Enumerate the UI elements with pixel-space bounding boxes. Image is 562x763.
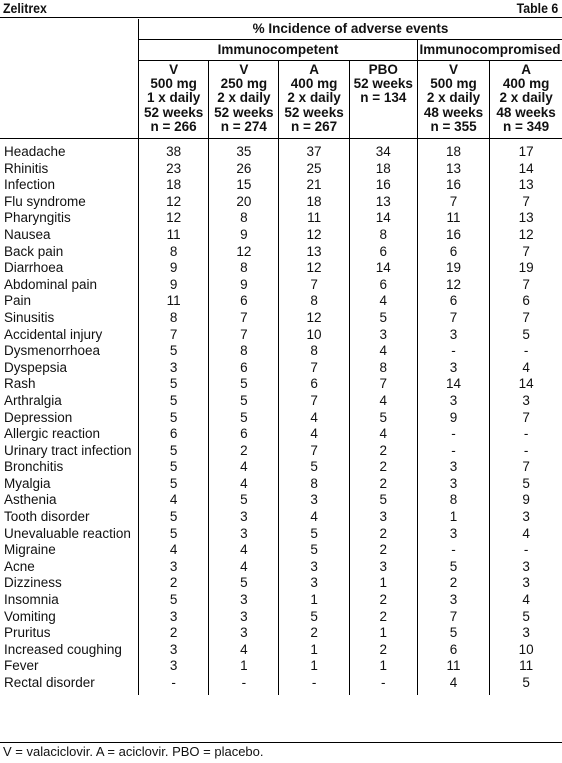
table-row [0, 459, 562, 476]
incidence-value: 3 [279, 575, 349, 592]
event-name: Pain [0, 293, 138, 310]
incidence-value: 10 [518, 641, 534, 657]
incidence-value: 4 [522, 359, 530, 375]
event-name: Accidental injury [0, 327, 138, 344]
incidence-value: 6 [279, 376, 349, 393]
incidence-value: 19 [518, 260, 534, 276]
incidence-value: 16 [417, 177, 489, 194]
table-row [0, 609, 562, 626]
table-row [0, 542, 562, 559]
incidence-value: 1 [279, 592, 349, 609]
event-name: Rhinitis [0, 161, 138, 178]
incidence-value: 5 [209, 575, 279, 592]
incidence-value: 2 [349, 476, 417, 493]
event-name: Allergic reaction [0, 426, 138, 443]
incidence-value: 2 [349, 609, 417, 626]
incidence-value: 12 [279, 227, 349, 244]
incidence-value: 3 [522, 392, 530, 408]
table-row [0, 509, 562, 526]
incidence-value: 1 [349, 658, 417, 675]
event-name: Diarrhoea [0, 260, 138, 277]
incidence-value: 5 [138, 592, 208, 609]
incidence-value: 3 [349, 327, 417, 344]
event-name: Vomiting [0, 609, 138, 626]
incidence-value: 3 [349, 559, 417, 576]
table-row [0, 210, 562, 227]
incidence-value: 5 [138, 393, 208, 410]
table-row [0, 244, 562, 261]
event-name: Pruritus [0, 625, 138, 642]
incidence-value: 4 [349, 393, 417, 410]
incidence-value: 3 [138, 360, 208, 377]
incidence-value: 2 [209, 443, 279, 460]
title-bar [0, 0, 562, 18]
event-name: Unevaluable reaction [0, 526, 138, 543]
incidence-value: 3 [209, 609, 279, 626]
event-name: Bronchitis [0, 459, 138, 476]
incidence-value: 3 [417, 327, 489, 344]
incidence-value: 7 [279, 360, 349, 377]
incidence-value: - [523, 542, 529, 558]
incidence-value: 19 [417, 260, 489, 277]
incidence-value: 4 [138, 492, 208, 509]
incidence-value: 6 [209, 426, 279, 443]
incidence-value: 8 [279, 293, 349, 310]
incidence-value: 12 [279, 260, 349, 277]
table-row [0, 625, 562, 642]
incidence-value: 37 [279, 139, 349, 161]
table-row [0, 526, 562, 543]
incidence-value: 2 [349, 443, 417, 460]
incidence-value: 3 [209, 526, 279, 543]
table-number: Table 6 [516, 0, 558, 16]
event-name: Urinary tract infection [0, 443, 138, 460]
incidence-value: 5 [209, 492, 279, 509]
incidence-value: 3 [417, 459, 489, 476]
incidence-value: 7 [279, 393, 349, 410]
incidence-value: 18 [138, 177, 208, 194]
adverse-events-table [0, 19, 562, 695]
event-name: Abdominal pain [0, 277, 138, 294]
incidence-value: 5 [138, 410, 208, 427]
incidence-value: 1 [279, 642, 349, 659]
table-row [0, 559, 562, 576]
incidence-value: 7 [522, 309, 530, 325]
incidence-value: 35 [209, 139, 279, 161]
incidence-value: 6 [349, 277, 417, 294]
incidence-value: 15 [209, 177, 279, 194]
incidence-value: 1 [349, 575, 417, 592]
incidence-value: 8 [349, 227, 417, 244]
incidence-value: 5 [522, 608, 530, 624]
incidence-value: 14 [417, 376, 489, 393]
incidence-value: 5 [209, 393, 279, 410]
table-row [0, 227, 562, 244]
table-body [0, 139, 562, 695]
event-name: Increased coughing [0, 642, 138, 659]
incidence-value: 5 [138, 343, 208, 360]
event-name: Dysmenorrhoea [0, 343, 138, 360]
incidence-value: - [417, 542, 489, 559]
table-row [0, 277, 562, 294]
event-name: Rectal disorder [0, 675, 138, 695]
incidence-value: 6 [138, 426, 208, 443]
table-row [0, 139, 562, 161]
incidence-value: 3 [138, 559, 208, 576]
table-row [0, 575, 562, 592]
table-row [0, 393, 562, 410]
incidence-value: 5 [138, 443, 208, 460]
table-row [0, 161, 562, 178]
footnote: V = valaciclovir. A = aciclovir. PBO = placebo. [3, 744, 264, 759]
incidence-value: 13 [417, 161, 489, 178]
column-header: V 500 mg 2 x daily 48 weeks n = 355 [417, 61, 489, 139]
incidence-value: 8 [417, 492, 489, 509]
incidence-value: 5 [209, 410, 279, 427]
incidence-value: 18 [349, 161, 417, 178]
event-name: Rash [0, 376, 138, 393]
incidence-value: - [209, 675, 279, 695]
table-row [0, 642, 562, 659]
table-row [0, 194, 562, 211]
incidence-value: 4 [349, 343, 417, 360]
incidence-value: 14 [518, 160, 534, 176]
incidence-value: - [279, 675, 349, 695]
incidence-value: 9 [138, 277, 208, 294]
column-header: V 500 mg 1 x daily 52 weeks n = 266 [138, 61, 208, 139]
incidence-value: 8 [138, 244, 208, 261]
incidence-value: 5 [417, 625, 489, 642]
incidence-value: 5 [279, 526, 349, 543]
incidence-value: 17 [518, 144, 534, 160]
table-row [0, 376, 562, 393]
incidence-value: 7 [279, 443, 349, 460]
incidence-value: 10 [279, 327, 349, 344]
event-name: Infection [0, 177, 138, 194]
incidence-value: 8 [138, 310, 208, 327]
incidence-value: 3 [209, 509, 279, 526]
incidence-value: 13 [349, 194, 417, 211]
group-immunocompromised: Immunocompromised [417, 40, 562, 61]
incidence-value: 3 [279, 559, 349, 576]
drug-name: Zelitrex [3, 0, 47, 16]
incidence-value: 23 [138, 161, 208, 178]
incidence-value: 3 [279, 492, 349, 509]
incidence-value: 8 [209, 210, 279, 227]
event-name: Acne [0, 559, 138, 576]
table-row [0, 443, 562, 460]
table-row [0, 492, 562, 509]
incidence-value: 4 [138, 542, 208, 559]
incidence-value: 5 [349, 310, 417, 327]
incidence-value: 12 [518, 226, 534, 242]
incidence-value: 3 [349, 509, 417, 526]
incidence-value: 2 [138, 625, 208, 642]
incidence-value: 8 [209, 260, 279, 277]
incidence-value: 5 [279, 609, 349, 626]
incidence-value: 6 [417, 642, 489, 659]
incidence-value: 6 [417, 293, 489, 310]
incidence-value: 7 [522, 276, 530, 292]
incidence-value: 7 [522, 409, 530, 425]
incidence-value: 6 [209, 293, 279, 310]
incidence-value: 5 [138, 509, 208, 526]
incidence-value: 4 [279, 509, 349, 526]
incidence-value: - [417, 443, 489, 460]
group-immunocompetent: Immunocompetent [138, 40, 417, 61]
table-row [0, 343, 562, 360]
incidence-value: 7 [522, 243, 530, 259]
incidence-value: 3 [417, 393, 489, 410]
incidence-value: 4 [349, 293, 417, 310]
table-row [0, 592, 562, 609]
incidence-value: 7 [417, 310, 489, 327]
incidence-value: 2 [279, 625, 349, 642]
incidence-value: 4 [522, 525, 530, 541]
incidence-value: 3 [138, 658, 208, 675]
incidence-value: 5 [349, 410, 417, 427]
incidence-value: 4 [279, 410, 349, 427]
event-name: Tooth disorder [0, 509, 138, 526]
incidence-value: 34 [349, 139, 417, 161]
event-name: Dizziness [0, 575, 138, 592]
incidence-value: 2 [349, 642, 417, 659]
incidence-value: 4 [522, 592, 530, 608]
incidence-value: 3 [417, 592, 489, 609]
incidence-value: 5 [349, 492, 417, 509]
incidence-value: 2 [349, 592, 417, 609]
incidence-value: 5 [522, 475, 530, 491]
incidence-value: 12 [138, 194, 208, 211]
incidence-value: - [349, 675, 417, 695]
incidence-value: 9 [209, 227, 279, 244]
incidence-value: 7 [522, 193, 530, 209]
incidence-value: 5 [522, 326, 530, 342]
incidence-value: 1 [209, 658, 279, 675]
incidence-value: 3 [522, 625, 530, 641]
incidence-value: 1 [417, 509, 489, 526]
incidence-value: 6 [349, 244, 417, 261]
event-name: Arthralgia [0, 393, 138, 410]
table-row [0, 293, 562, 310]
incidence-value: 4 [209, 542, 279, 559]
incidence-value: 14 [349, 260, 417, 277]
incidence-value: 7 [209, 310, 279, 327]
incidence-value: 4 [417, 675, 489, 695]
super-header: % Incidence of adverse events [138, 19, 562, 40]
incidence-value: 6 [522, 293, 530, 309]
column-header: A 400 mg 2 x daily 48 weeks n = 349 [490, 61, 562, 139]
incidence-value: 3 [522, 509, 530, 525]
incidence-value: 7 [417, 609, 489, 626]
incidence-value: 3 [209, 592, 279, 609]
incidence-value: 11 [417, 658, 489, 675]
incidence-value: 8 [349, 360, 417, 377]
table-row [0, 675, 562, 695]
event-name: Sinusitis [0, 310, 138, 327]
incidence-value: 9 [522, 492, 530, 508]
incidence-value: 5 [279, 542, 349, 559]
incidence-value: - [523, 343, 529, 359]
incidence-value: - [417, 343, 489, 360]
incidence-value: - [417, 426, 489, 443]
event-name: Nausea [0, 227, 138, 244]
incidence-value: 9 [209, 277, 279, 294]
table-row [0, 310, 562, 327]
incidence-value: 5 [522, 675, 530, 691]
event-name: Insomnia [0, 592, 138, 609]
event-name: Depression [0, 410, 138, 427]
incidence-value: 3 [417, 476, 489, 493]
incidence-value: 7 [279, 277, 349, 294]
table-row [0, 260, 562, 277]
incidence-value: 9 [138, 260, 208, 277]
incidence-value: - [523, 442, 529, 458]
incidence-value: 13 [279, 244, 349, 261]
incidence-value: 12 [417, 277, 489, 294]
incidence-value: 5 [138, 476, 208, 493]
incidence-value: 7 [417, 194, 489, 211]
incidence-value: 7 [138, 327, 208, 344]
incidence-value: 5 [138, 376, 208, 393]
incidence-value: 11 [138, 227, 208, 244]
incidence-value: 14 [518, 376, 534, 392]
event-name: Back pain [0, 244, 138, 261]
incidence-value: 5 [138, 526, 208, 543]
incidence-value: 3 [522, 558, 530, 574]
incidence-value: 26 [209, 161, 279, 178]
column-header: V 250 mg 2 x daily 52 weeks n = 274 [209, 61, 279, 139]
incidence-value: 2 [349, 526, 417, 543]
incidence-value: 25 [279, 161, 349, 178]
table-row [0, 177, 562, 194]
event-name: Myalgia [0, 476, 138, 493]
table-row [0, 360, 562, 377]
incidence-value: 13 [518, 210, 534, 226]
incidence-value: 4 [209, 476, 279, 493]
incidence-value: 3 [417, 526, 489, 543]
incidence-value: 38 [138, 139, 208, 161]
incidence-value: 2 [349, 542, 417, 559]
incidence-value: 20 [209, 194, 279, 211]
incidence-value: 11 [138, 293, 208, 310]
incidence-value: 12 [279, 310, 349, 327]
incidence-value: 6 [209, 360, 279, 377]
incidence-value: 9 [417, 410, 489, 427]
incidence-value: 5 [138, 459, 208, 476]
incidence-value: - [523, 426, 529, 442]
incidence-value: - [138, 675, 208, 695]
event-name: Dyspepsia [0, 360, 138, 377]
incidence-value: 4 [209, 559, 279, 576]
column-header: A 400 mg 2 x daily 52 weeks n = 267 [279, 61, 349, 139]
incidence-value: 4 [209, 459, 279, 476]
incidence-value: 4 [279, 426, 349, 443]
incidence-value: 3 [138, 609, 208, 626]
incidence-value: 7 [209, 327, 279, 344]
incidence-value: 5 [417, 559, 489, 576]
incidence-value: 3 [138, 642, 208, 659]
incidence-value: 1 [349, 625, 417, 642]
incidence-value: 2 [138, 575, 208, 592]
incidence-value: 4 [209, 642, 279, 659]
table-row [0, 327, 562, 344]
table-row [0, 476, 562, 493]
incidence-value: 3 [209, 625, 279, 642]
incidence-value: 8 [279, 476, 349, 493]
incidence-value: 14 [349, 210, 417, 227]
incidence-value: 16 [349, 177, 417, 194]
event-name: Migraine [0, 542, 138, 559]
incidence-value: 11 [519, 658, 534, 674]
incidence-value: 5 [279, 459, 349, 476]
event-name: Asthenia [0, 492, 138, 509]
incidence-value: 11 [417, 210, 489, 227]
incidence-value: 3 [522, 575, 530, 591]
bottom-rule [0, 742, 562, 743]
incidence-value: 8 [209, 343, 279, 360]
incidence-value: 3 [417, 360, 489, 377]
incidence-value: 5 [209, 376, 279, 393]
event-name: Headache [0, 139, 138, 161]
incidence-value: 13 [518, 177, 534, 193]
corner-cell [0, 19, 138, 40]
incidence-value: 4 [349, 426, 417, 443]
incidence-value: 7 [522, 459, 530, 475]
incidence-value: 6 [417, 244, 489, 261]
incidence-value: 12 [209, 244, 279, 261]
table-row [0, 410, 562, 427]
incidence-value: 18 [417, 139, 489, 161]
table-row [0, 658, 562, 675]
incidence-value: 12 [138, 210, 208, 227]
incidence-value: 11 [279, 210, 349, 227]
incidence-value: 1 [279, 658, 349, 675]
incidence-value: 18 [279, 194, 349, 211]
event-name: Pharyngitis [0, 210, 138, 227]
incidence-value: 16 [417, 227, 489, 244]
incidence-value: 2 [349, 459, 417, 476]
event-name: Flu syndrome [0, 194, 138, 211]
table-row [0, 426, 562, 443]
incidence-value: 8 [279, 343, 349, 360]
column-header: PBO 52 weeks n = 134 [349, 61, 417, 139]
event-name: Fever [0, 658, 138, 675]
incidence-value: 2 [417, 575, 489, 592]
incidence-value: 21 [279, 177, 349, 194]
incidence-value: 7 [349, 376, 417, 393]
